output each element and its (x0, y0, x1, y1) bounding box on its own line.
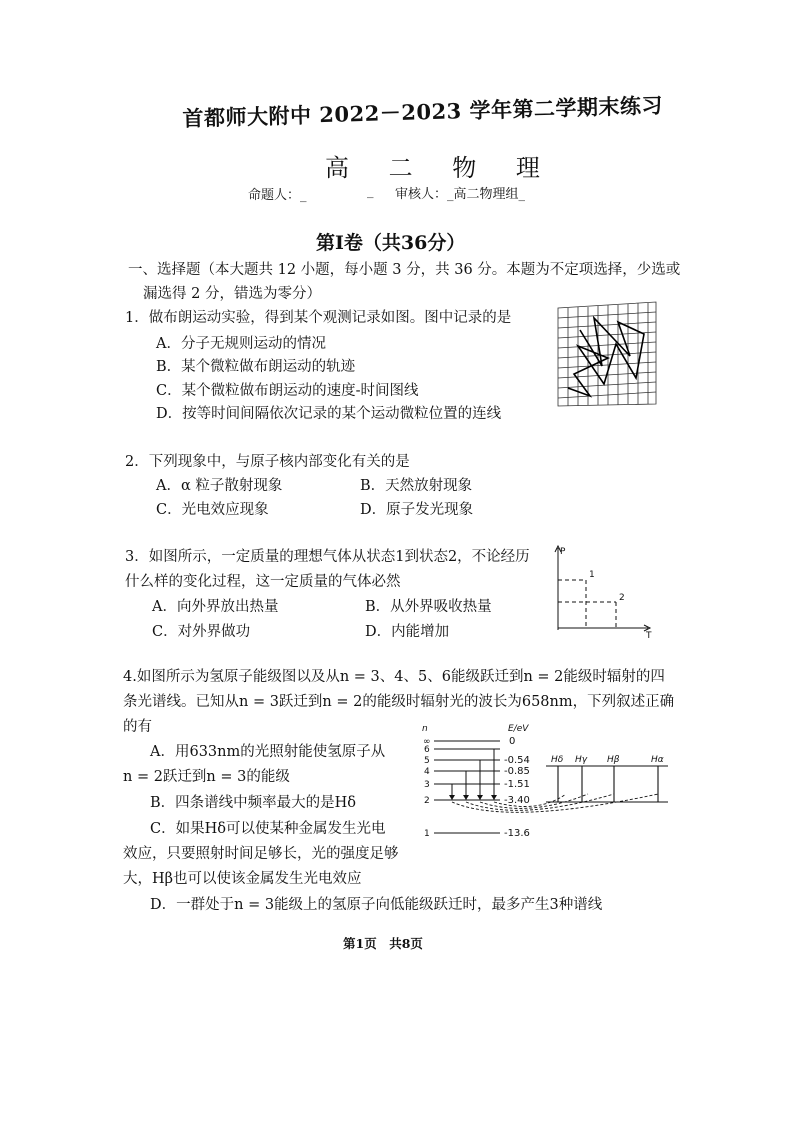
q4-option-a-2: n = 2跃迁到n = 3的能级 (123, 769, 290, 785)
q4-stem-3: 的有 (123, 719, 152, 735)
level-n-5: 5 (424, 756, 430, 766)
q3-stem-2: 什么样的变化过程，这一定质量的气体必然 (125, 574, 401, 590)
state-2-label: 2 (619, 593, 625, 603)
energy-level-2: -3.40 (504, 795, 530, 806)
q2-option-d: D．原子发光现象 (360, 502, 474, 518)
section-title: 第Ⅰ卷（共36分） (316, 232, 466, 254)
q1-stem: 1．做布朗运动实验，得到某个观测记录如图。图中记录的是 (125, 310, 512, 326)
level-n-3: 3 (424, 780, 430, 790)
exam-title: 首都师大附中 2022－2023 学年第二学期末练习 (182, 92, 664, 132)
q3-option-c: C．对外界做功 (152, 624, 251, 640)
energy-level-3: -1.51 (504, 779, 530, 790)
q4-option-c-1: C．如果Hδ可以使某种金属发生光电 (150, 821, 386, 837)
axis-t-label: T (646, 631, 652, 640)
q4-stem-1: 4.如图所示为氢原子能级图以及从n = 3、4、5、6能级跃迁到n = 2能级时辐射的四 (123, 669, 665, 685)
q2-option-c: C．光电效应现象 (156, 502, 269, 518)
level-n-header: n (422, 724, 428, 734)
spectral-line-h-delta: Hδ (551, 755, 564, 765)
q1-option-c: C．某个微粒做布朗运动的速度-时间图线 (156, 383, 419, 399)
q4-option-c-3: 大，Hβ也可以使该金属发生光电效应 (123, 871, 362, 887)
level-n-2: 2 (424, 796, 430, 806)
q2-option-b: B．天然放射现象 (360, 478, 473, 494)
energy-level-inf: 0 (509, 736, 516, 747)
q4-option-b: B．四条谱线中频率最大的是Hδ (150, 795, 357, 811)
q4-option-a-1: A．用633nm的光照射能使氢原子从 (150, 744, 386, 760)
level-n-4: 4 (424, 767, 430, 777)
q1-option-b: B．某个微粒做布朗运动的轨迹 (156, 359, 356, 375)
state-1-label: 1 (589, 570, 595, 580)
level-n-6: 6 (424, 745, 430, 755)
energy-level-5: -0.54 (504, 755, 530, 766)
q2-stem: 2．下列现象中，与原子核内部变化有关的是 (125, 454, 410, 470)
level-n-1: 1 (424, 829, 430, 839)
q3-stem-1: 3．如图所示，一定质量的理想气体从状态1到状态2，不论经历 (125, 549, 530, 565)
hydrogen-energy-level-diagram (418, 718, 676, 853)
spectral-line-h-beta: Hβ (607, 755, 620, 765)
subject-title: 高 二 物 理 (325, 154, 556, 182)
spectral-line-h-gamma: Hγ (575, 755, 588, 765)
q4-option-d: D．一群处于n = 3能级上的氢原子向低能级跃迁时，最多产生3种谱线 (150, 897, 603, 913)
author-blank: _ (367, 184, 374, 199)
q2-option-a: A．α 粒子散射现象 (156, 478, 283, 494)
reviewer-label: 审核人：_高二物理组_ (395, 187, 526, 202)
q1-option-a: A．分子无规则运动的情况 (156, 336, 326, 352)
q3-option-b: B．从外界吸收热量 (365, 599, 492, 615)
level-n-infinity: ∞ (423, 737, 431, 747)
brownian-motion-figure (552, 300, 662, 410)
p-t-diagram (548, 540, 658, 640)
spectral-line-h-alpha: Hα (651, 755, 664, 765)
page-number: 第1页 共8页 (343, 936, 423, 951)
q3-option-d: D．内能增加 (365, 624, 450, 640)
axis-p-label: P (560, 547, 566, 557)
section-instruction-2: 漏选得 2 分，错选为零分） (143, 286, 321, 302)
energy-level-4: -0.85 (504, 766, 530, 777)
energy-level-1: -13.6 (504, 828, 530, 839)
energy-header: E/eV (508, 724, 529, 734)
author-label: 命题人：_ (248, 188, 307, 203)
q1-option-d: D．按等时间间隔依次记录的某个运动微粒位置的连线 (156, 406, 502, 422)
q4-stem-2: 条光谱线。已知从n = 3跃迁到n = 2的能级时辐射光的波长为658nm，下列叙述正确 (123, 694, 675, 710)
q3-option-a: A．向外界放出热量 (152, 599, 279, 615)
q4-option-c-2: 效应，只要照射时间足够长，光的强度足够 (123, 846, 399, 862)
section-instruction-1: 一、选择题（本大题共 12 小题，每小题 3 分，共 36 分。本题为不定项选择，少选或 (128, 262, 681, 278)
